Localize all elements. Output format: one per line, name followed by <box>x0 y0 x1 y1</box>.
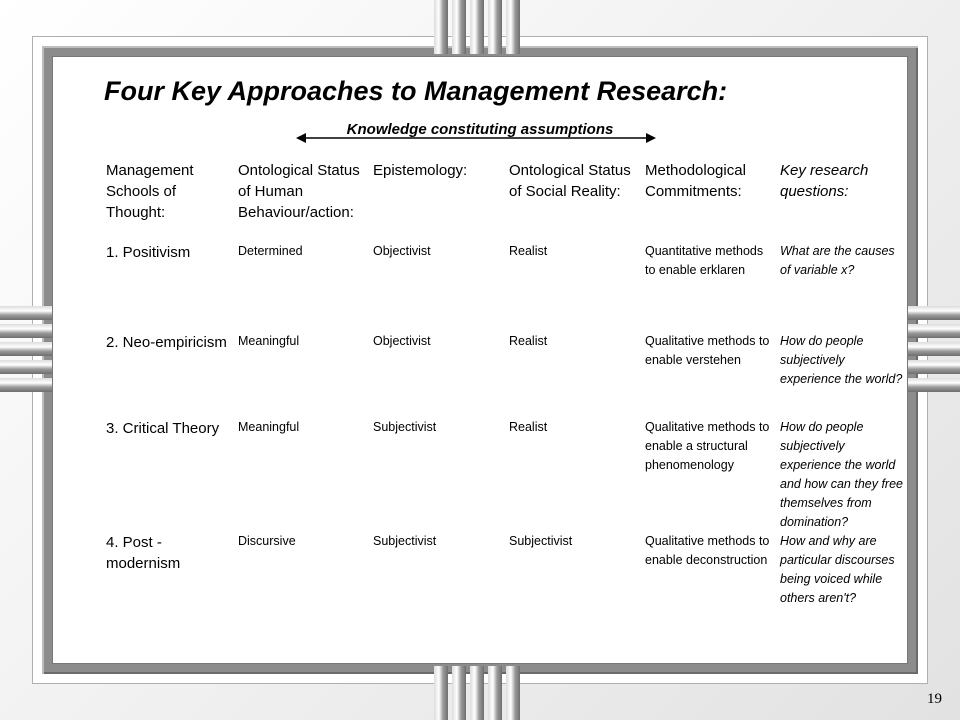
research-question: How and why are particular discourses being voiced while others aren't? <box>780 534 895 605</box>
column-header: Management Schools of Thought: <box>106 162 194 221</box>
right-decorative-bars <box>908 306 960 392</box>
bottom-decorative-bars <box>434 666 520 720</box>
table-row <box>104 532 908 612</box>
table-cell: Meaningful <box>238 420 300 434</box>
table-row <box>104 332 908 418</box>
decorative-bar <box>434 666 448 720</box>
research-question: How do people subjectively experience the world and how can they free themselves from domination? <box>780 420 903 529</box>
decorative-bar <box>470 666 484 720</box>
decorative-bar <box>452 0 466 54</box>
decorative-bar <box>506 0 520 54</box>
table-cell: Quantitative methods to enable erklaren <box>645 244 764 277</box>
subtitle: Knowledge constituting assumptions <box>346 121 614 138</box>
decorative-bar <box>434 0 448 54</box>
column-header: Epistemology: <box>373 162 468 179</box>
table-cell: Realist <box>509 334 548 348</box>
table-cell: Qualitative methods to enable verstehen <box>645 334 770 367</box>
research-question: How do people subjectively experience the world? <box>780 334 903 386</box>
column-header: Methodological Commitments: <box>645 162 746 200</box>
decorative-bar <box>0 324 52 338</box>
table-cell: Qualitative methods to enable a structural phenomenology <box>645 420 770 472</box>
approaches-table <box>104 160 908 612</box>
page-number: 19 <box>927 691 942 707</box>
column-header: Ontological Status of Social Reality: <box>509 162 631 200</box>
decorative-bar <box>488 0 502 54</box>
research-question: What are the causes of variable x? <box>780 244 895 277</box>
column-header: Key research questions: <box>780 162 869 200</box>
table-cell: Objectivist <box>373 244 431 258</box>
school-name: 3. Critical Theory <box>106 420 220 437</box>
table-cell: Meaningful <box>238 334 300 348</box>
table-row <box>104 242 908 332</box>
school-name: 2. Neo-empiricism <box>106 334 227 351</box>
table-cell: Objectivist <box>373 334 431 348</box>
decorative-bar <box>908 378 960 392</box>
table-cell: Qualitative methods to enable deconstruction <box>645 534 770 567</box>
slide-title: Four Key Approaches to Management Research: <box>104 76 728 106</box>
decorative-bar <box>0 360 52 374</box>
table-cell: Subjectivist <box>373 420 437 434</box>
school-name: 4. Post -modernism <box>106 534 181 572</box>
left-decorative-bars <box>0 306 52 392</box>
table-cell: Subjectivist <box>373 534 437 548</box>
decorative-bar <box>0 342 52 356</box>
decorative-bar <box>0 378 52 392</box>
table-cell: Realist <box>509 420 548 434</box>
decorative-bar <box>452 666 466 720</box>
table-row <box>104 418 908 532</box>
decorative-bar <box>0 306 52 320</box>
decorative-bar <box>908 360 960 374</box>
column-header: Ontological Status of Human Behaviour/action: <box>238 162 360 221</box>
table-cell: Discursive <box>238 534 296 548</box>
decorative-bar <box>470 0 484 54</box>
decorative-bar <box>506 666 520 720</box>
decorative-bar <box>908 342 960 356</box>
table-header-row <box>104 160 908 242</box>
table-cell: Realist <box>509 244 548 258</box>
decorative-bar <box>908 306 960 320</box>
table-cell: Subjectivist <box>509 534 573 548</box>
top-decorative-bars <box>434 0 520 54</box>
school-name: 1. Positivism <box>106 244 191 261</box>
decorative-bar <box>908 324 960 338</box>
decorative-bar <box>488 666 502 720</box>
table-cell: Determined <box>238 244 303 258</box>
